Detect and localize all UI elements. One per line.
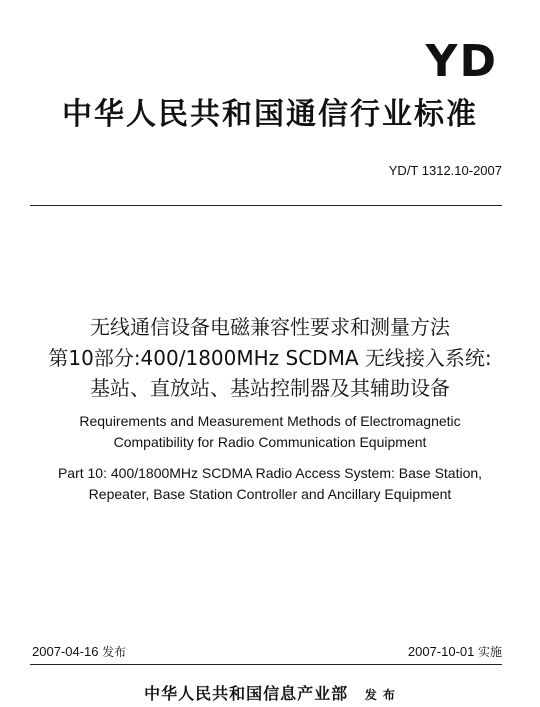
title-en-line-1: Requirements and Measurement Methods of Electromagnetic: [79, 413, 461, 429]
header-divider: [30, 205, 502, 206]
title-zh-line-2: 第10部分:400/1800MHz SCDMA 无线接入系统:: [48, 346, 492, 370]
title-en-line-3: Part 10: 400/1800MHz SCDMA Radio Access System: Base Station,: [57, 465, 483, 481]
implement-label: 实施: [477, 645, 502, 659]
publisher: [0, 686, 540, 702]
title-en-line-2: Compatibility for Radio Communication Equipment: [113, 434, 427, 450]
publisher-name: 中华人民共和国信息产业部: [144, 684, 349, 703]
title-zh-line-3: 基站、直放站、基站控制器及其辅助设备: [90, 376, 450, 400]
implement-date: [408, 645, 502, 658]
footer-divider: [30, 664, 502, 665]
issue-label: 发布: [102, 645, 127, 659]
implement-date-value: 2007-10-01: [407, 644, 475, 659]
title-zh-line-1: 无线通信设备电磁兼容性要求和测量方法: [90, 315, 450, 339]
title-en-line-4: Repeater, Base Station Controller and Ancillary Equipment: [88, 486, 452, 502]
organization-title: 中华人民共和国通信行业标准: [62, 97, 478, 132]
standard-number: YD/T 1312.10-2007: [388, 163, 502, 178]
yd-logo: YD: [425, 36, 498, 87]
publish-label: 发 布: [364, 688, 396, 702]
issue-date: [32, 645, 126, 658]
issue-date-value: 2007-04-16: [32, 644, 99, 659]
